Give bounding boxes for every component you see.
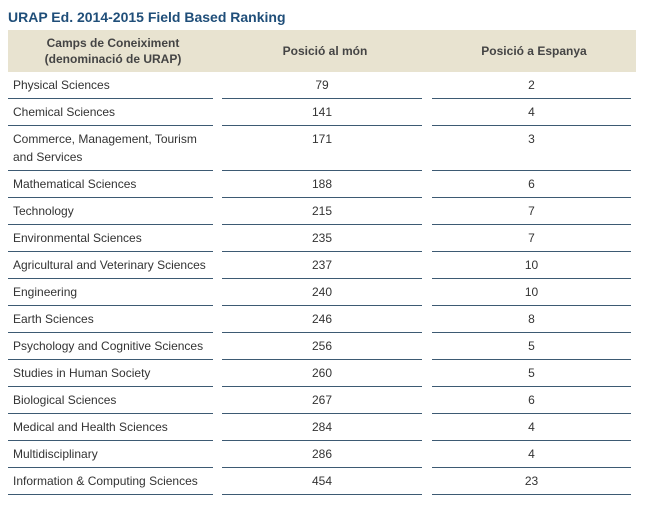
spain-position-cell: 10	[432, 279, 631, 306]
table-row	[0, 171, 655, 198]
table-row	[0, 279, 655, 306]
spain-position-cell: 6	[432, 387, 631, 414]
field-cell: Commerce, Management, Tourism and Services	[8, 126, 213, 171]
field-cell: Multidisciplinary	[8, 441, 213, 468]
field-cell: Biological Sciences	[8, 387, 213, 414]
field-cell: Engineering	[8, 279, 213, 306]
table-row	[0, 414, 655, 441]
world-position-cell: 235	[222, 225, 422, 252]
table-row	[0, 225, 655, 252]
world-position-cell: 237	[222, 252, 422, 279]
spain-position-cell: 7	[432, 198, 631, 225]
table-row	[0, 72, 655, 99]
world-position-cell: 286	[222, 441, 422, 468]
field-cell: Environmental Sciences	[8, 225, 213, 252]
world-position-cell: 141	[222, 99, 422, 126]
header-spain-position: Posició a Espanya	[481, 44, 587, 58]
spain-position-cell: 7	[432, 225, 631, 252]
table-row	[0, 333, 655, 360]
spain-position-cell: 5	[432, 360, 631, 387]
header-world-position: Posició al món	[282, 44, 368, 58]
spain-position-cell: 23	[432, 468, 631, 495]
world-position-cell: 454	[222, 468, 422, 495]
field-cell: Medical and Health Sciences	[8, 414, 213, 441]
table-row	[0, 126, 655, 171]
spain-position-cell: 4	[432, 441, 631, 468]
field-cell: Information & Computing Sciences	[8, 468, 213, 495]
world-position-cell: 215	[222, 198, 422, 225]
spain-position-cell: 4	[432, 414, 631, 441]
world-position-cell: 267	[222, 387, 422, 414]
table-row	[0, 99, 655, 126]
world-position-cell: 188	[222, 171, 422, 198]
spain-position-cell: 6	[432, 171, 631, 198]
header-field	[8, 30, 218, 72]
field-cell: Earth Sciences	[8, 306, 213, 333]
spain-position-cell: 8	[432, 306, 631, 333]
field-cell: Physical Sciences	[8, 72, 213, 99]
world-position-cell: 246	[222, 306, 422, 333]
field-cell: Chemical Sciences	[8, 99, 213, 126]
spain-position-cell: 5	[432, 333, 631, 360]
table-row	[0, 441, 655, 468]
spain-position-cell: 2	[432, 72, 631, 99]
table-row	[0, 198, 655, 225]
world-position-cell: 240	[222, 279, 422, 306]
spain-position-cell: 4	[432, 99, 631, 126]
table-title: URAP Ed. 2014-2015 Field Based Ranking	[8, 9, 286, 25]
spain-position-cell: 3	[432, 126, 631, 171]
world-position-cell: 79	[222, 72, 422, 99]
table-header	[8, 30, 636, 72]
table-body	[0, 72, 655, 495]
field-cell: Psychology and Cognitive Sciences	[8, 333, 213, 360]
field-cell: Mathematical Sciences	[8, 171, 213, 198]
world-position-cell: 260	[222, 360, 422, 387]
table-row	[0, 252, 655, 279]
table-row	[0, 306, 655, 333]
table-row	[0, 360, 655, 387]
field-cell: Technology	[8, 198, 213, 225]
world-position-cell: 171	[222, 126, 422, 171]
world-position-cell: 284	[222, 414, 422, 441]
field-cell: Agricultural and Veterinary Sciences	[8, 252, 213, 279]
world-position-cell: 256	[222, 333, 422, 360]
header-field-label: Camps de Coneiximent (denominació de URAP)	[44, 36, 182, 66]
field-cell: Studies in Human Society	[8, 360, 213, 387]
spain-position-cell: 10	[432, 252, 631, 279]
table-row	[0, 387, 655, 414]
table-row	[0, 468, 655, 495]
